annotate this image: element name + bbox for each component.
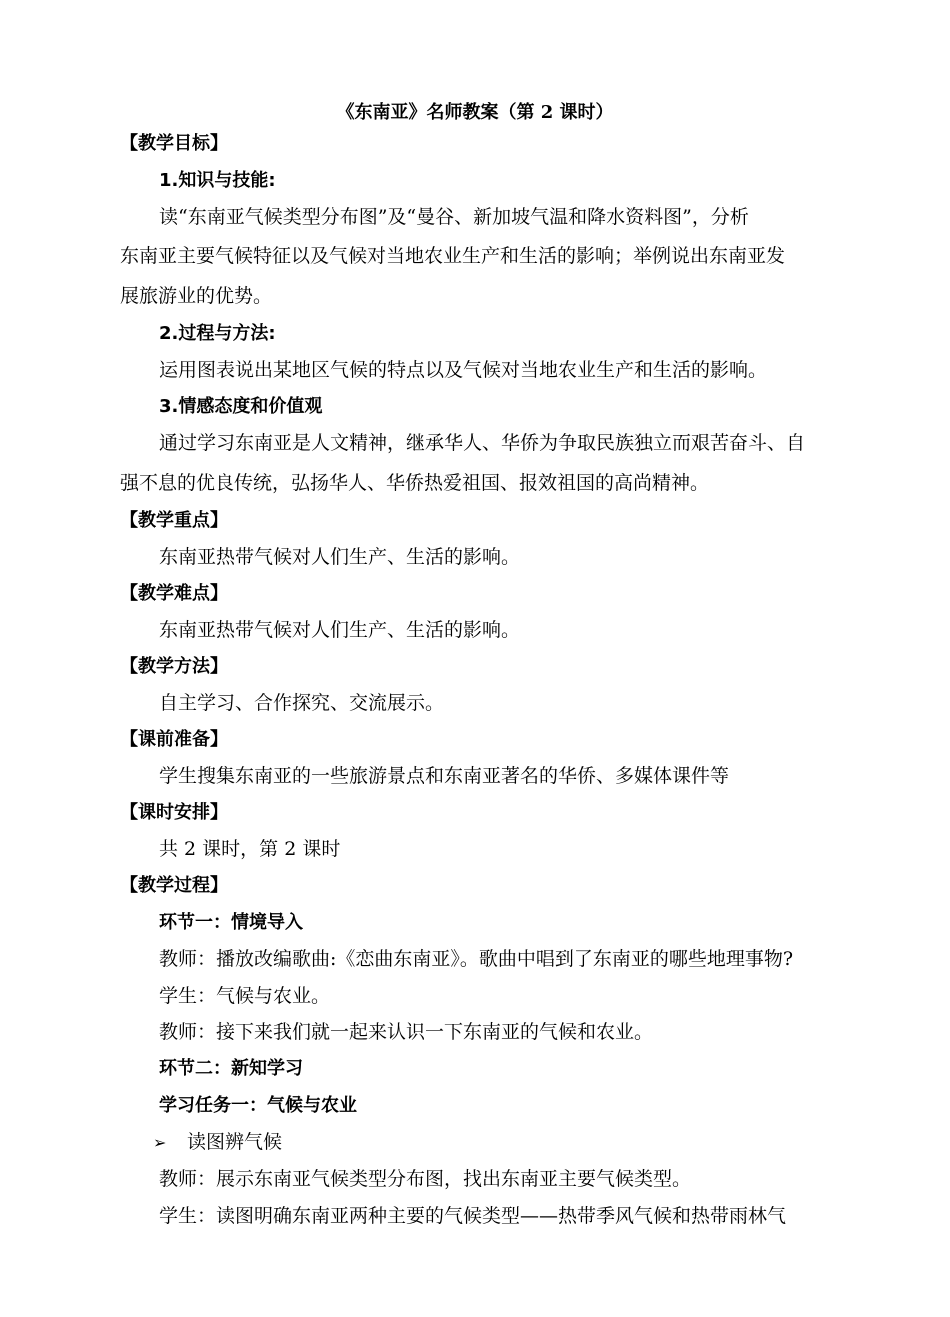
teaching-process-heading: 【教学过程】 <box>120 875 228 896</box>
emotion-line: 强不息的优良传统，弘扬华人、华侨热爱祖国、报效祖国的高尚精神。 <box>120 472 710 494</box>
methods-heading: 【教学方法】 <box>120 656 228 677</box>
bullet-item <box>153 1128 282 1157</box>
knowledge-line: 东南亚主要气候特征以及气候对当地农业生产和生活的影响；举例说出东南亚发 <box>120 245 786 267</box>
dialogue-line: 学生：读图明确东南亚两种主要的气候类型——热带季风气候和热带雨林气 <box>159 1205 787 1227</box>
arrow-bullet-icon: ➢ <box>153 1133 167 1152</box>
dialogue-line: 教师：接下来我们就一起来认识一下东南亚的气候和农业。 <box>159 1021 654 1043</box>
dialogue-line: 教师：播放改编歌曲:《恋曲东南亚》。歌曲中唱到了东南亚的哪些地理事物? <box>159 948 794 970</box>
knowledge-heading: 1.知识与技能: <box>159 170 276 191</box>
preparation-heading: 【课前准备】 <box>120 729 228 750</box>
dialogue-line: 学生：气候与农业。 <box>159 985 331 1007</box>
process-method-heading: 2.过程与方法: <box>159 323 276 344</box>
bullet-text: 读图辨气候 <box>187 1131 283 1153</box>
process-method-text: 运用图表说出某地区气候的特点以及气候对当地农业生产和生活的影响。 <box>159 359 768 381</box>
key-points-heading: 【教学重点】 <box>120 510 228 531</box>
difficulties-heading: 【教学难点】 <box>120 583 228 604</box>
preparation-text: 学生搜集东南亚的一些旅游景点和东南亚著名的华侨、多媒体课件等 <box>159 765 730 787</box>
knowledge-line: 读“东南亚气候类型分布图”及“曼谷、新加坡气温和降水资料图”，分析 <box>159 206 749 228</box>
task1-heading: 学习任务一：气候与农业 <box>159 1095 357 1116</box>
emotion-heading: 3.情感态度和价值观 <box>159 396 323 417</box>
methods-text: 自主学习、合作探究、交流展示。 <box>159 692 445 714</box>
step1-heading: 环节一：情境导入 <box>159 912 303 933</box>
difficulties-text: 东南亚热带气候对人们生产、生活的影响。 <box>159 619 521 641</box>
key-points-text: 东南亚热带气候对人们生产、生活的影响。 <box>159 546 521 568</box>
knowledge-line: 展旅游业的优势。 <box>120 285 273 307</box>
document-title: 《东南亚》名师教案（第 2 课时） <box>336 102 614 123</box>
dialogue-line: 教师：展示东南亚气候类型分布图，找出东南亚主要气候类型。 <box>159 1168 692 1190</box>
objectives-heading: 【教学目标】 <box>120 133 228 154</box>
step2-heading: 环节二：新知学习 <box>159 1058 303 1079</box>
schedule-heading: 【课时安排】 <box>120 802 228 823</box>
schedule-text: 共 2 课时，第 2 课时 <box>159 838 341 860</box>
emotion-line: 通过学习东南亚是人文精神，继承华人、华侨为争取民族独立而艰苦奋斗、自 <box>159 432 806 454</box>
